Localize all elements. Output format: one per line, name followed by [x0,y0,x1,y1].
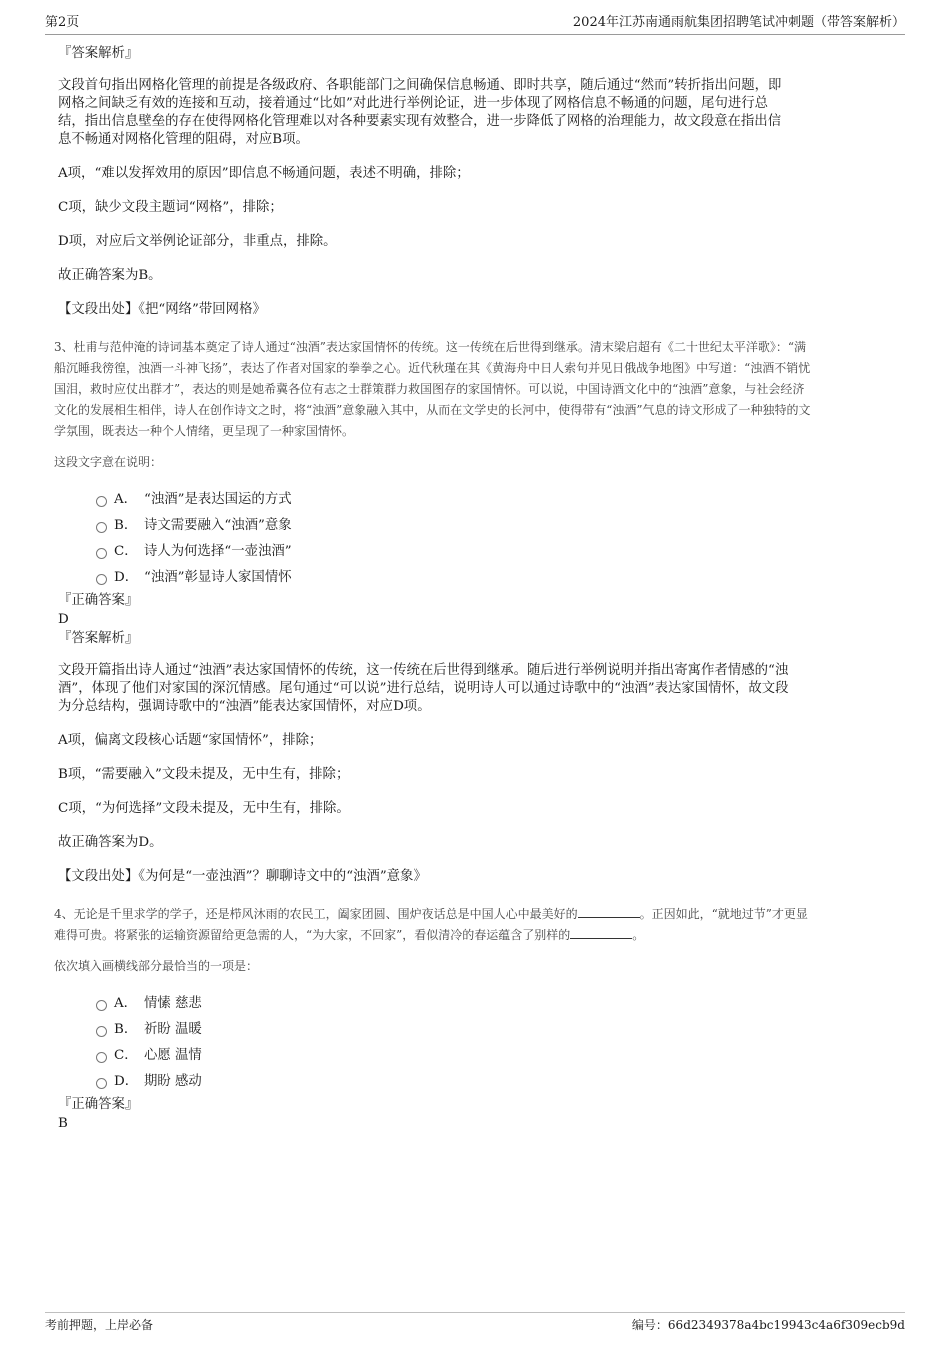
fill-blank [570,926,632,939]
radio-icon[interactable] [96,1052,107,1063]
option-d[interactable]: D． “浊酒”彰显诗人家国情怀 [96,565,896,591]
analysis-text: 文段开篇指出诗人通过“浊酒”表达家国情怀的传统，这一传统在后世得到继承。随后进行举例说明并指出寄寓作者情感的“浊 酒”，体现了他们对家国的深沉情感。尾句通过“可以说”进行总结，说明诗人可以通过诗歌中的“浊酒”表达家国情怀，故文段 为分总结构，强调诗歌中的“浊酒”能表达家国情怀，对应D项。 [58,663,789,714]
question-stem: 4、无论是千里求学的学子，还是栉风沐雨的农民工，阖家团圆、围炉夜话总是中国人心中最美好的 。正因如此，“就地过节”才更显 难得可贵。将紧张的运输资源留给更急需的人，“为大家，不回家”，看似清冷的春运蕴含了别样的 。 [54,907,808,942]
radio-icon[interactable] [96,496,107,507]
analysis-text: 文段首句指出网格化管理的前提是各级政府、各职能部门之间确保信息畅通、即时共享，随后通过“然而”转折指出问题，即 网格之间缺乏有效的连接和互动，接着通过“比如”对此进行举例论证，进一步体现了网格信息不畅通的问题，尾句进行总 结，指出信息壁垒的存在使得网格化管理难以对各种要素实现有效整合，进一步降低了网格的治理能力，故文段意在指出信 息不畅通对网格化管理的阻碍，对应B项。 [58,78,782,147]
passage-source: 【文段出处】《为何是“一壶浊酒”？聊聊诗文中的“浊酒”意象》 [58,869,427,884]
conclusion: 故正确答案为D。 [58,835,163,850]
passage-source: 【文段出处】《把“网络”带回网格》 [58,302,266,317]
option-a-explanation: A项，偏离文段核心话题“家国情怀”，排除； [58,733,323,748]
correct-answer: B [58,1116,68,1131]
question-prompt: 这段文字意在说明： [54,455,163,469]
option-b-explanation: B项，“需要融入”文段未提及，无中生有，排除； [58,767,350,782]
radio-icon[interactable] [96,522,107,533]
option-d[interactable]: D． 期盼 感动 [96,1069,896,1095]
page-header [45,14,905,35]
option-b[interactable]: B． 诗文需要融入“浊酒”意象 [96,513,896,539]
conclusion: 故正确答案为B。 [58,268,162,283]
document-title: 2024年江苏南通雨航集团招聘笔试冲刺题（带答案解析） [572,15,905,30]
question-stem: 3、杜甫与范仲淹的诗词基本奠定了诗人通过“浊酒”表达家国情怀的传统。这一传统在后世得到继承。清末梁启超有《二十世纪太平洋歌》：“满 船沉睡我徬徨，浊酒一斗神飞扬”，表达了作者对国家的拳拳之心。近代秋瑾在其《黄海舟中日人索句并见日俄战争地图》中写道：“浊酒不销忧 国泪，救时应仗出群才”，表达的则是她希冀各位有志之士群策群力救国图存的家国情怀。可以说，中国诗酒文化中的“浊酒”意象，与社会经济 文化的发展相生相伴，诗人在创作诗文之时，将“浊酒”意象融入其中，从而在文学史的长河中，使得带有“浊酒”气息的诗文形成了一种独特的文 学氛围，既表达一种个人情绪，更呈现了一种家国情怀。 [54,340,811,438]
fill-blank [578,905,640,918]
option-d-explanation: D项，对应后文举例论证部分，非重点，排除。 [58,234,337,249]
option-a[interactable]: A． 情愫 慈悲 [96,991,896,1017]
correct-answer: D [58,612,69,627]
question-4 [54,904,896,1133]
question-3 [54,337,896,886]
option-c-explanation: C项，“为何选择”文段未提及，无中生有，排除。 [58,801,350,816]
analysis-label: 『答案解析』 [58,631,139,646]
analysis-label: 『答案解析』 [58,46,139,61]
radio-icon[interactable] [96,1078,107,1089]
correct-answer-label: 『正确答案』 [58,1097,139,1112]
option-b[interactable]: B． 祈盼 温暖 [96,1017,896,1043]
page-footer [45,1312,905,1337]
radio-icon[interactable] [96,574,107,585]
option-c[interactable]: C． 诗人为何选择“一壶浊酒” [96,539,896,565]
option-a[interactable]: A． “浊酒”是表达国运的方式 [96,487,896,513]
option-a-explanation: A项，“难以发挥效用的原因”即信息不畅通问题，表述不明确，排除； [58,166,470,181]
page-number: 第2页 [45,15,80,30]
correct-answer-label: 『正确答案』 [58,593,139,608]
radio-icon[interactable] [96,1000,107,1011]
page-content [54,44,896,1133]
question-prompt: 依次填入画横线部分最恰当的一项是： [54,959,259,973]
radio-icon[interactable] [96,1026,107,1037]
option-c-explanation: C项，缺少文段主题词“网格”，排除； [58,200,283,215]
footer-slogan: 考前押题，上岸必备 [45,1318,154,1332]
document-id: 编号：66d2349378a4bc19943c4a6f309ecb9d [631,1318,905,1332]
option-c[interactable]: C． 心愿 温情 [96,1043,896,1069]
radio-icon[interactable] [96,548,107,559]
